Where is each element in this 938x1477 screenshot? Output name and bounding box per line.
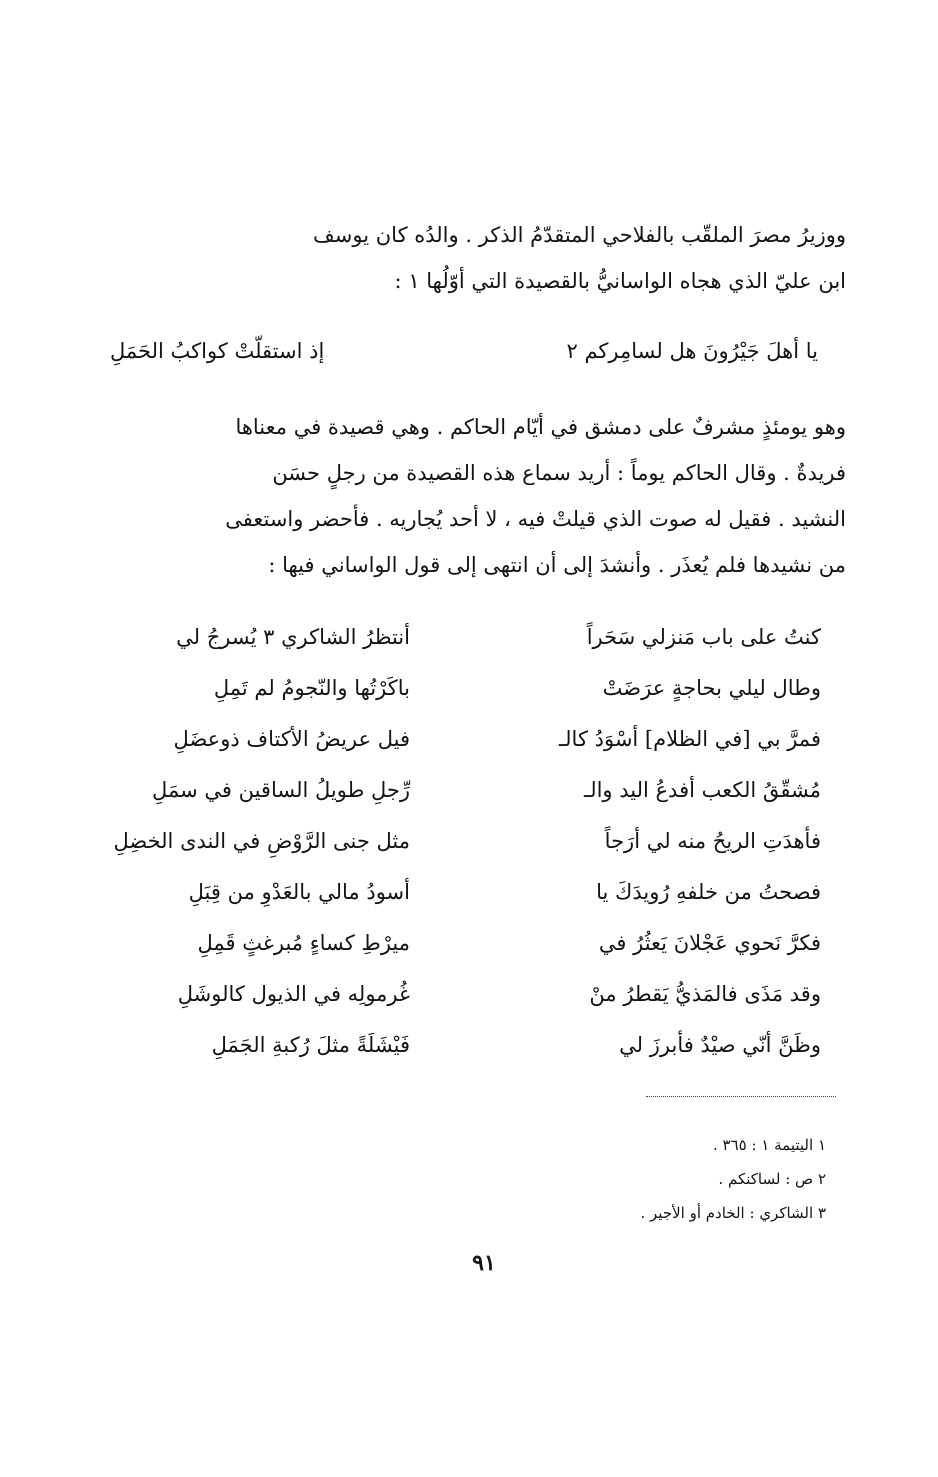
intro-line: ابن عليّ الذي هجاه الواسانيُّ بالقصيدة التي أوّلُها ١ : <box>394 269 846 293</box>
poem-verse <box>110 714 846 765</box>
footnote: ٢ ص : لساكنكم . <box>718 1170 826 1188</box>
body-line: فريدةٌ . وقال الحاكم يوماً : أريد سماع هذه القصيدة من رجلٍ حسَن <box>272 461 846 485</box>
body-line: وهو يومئذٍ مشرفٌ على دمشق في أيّام الحاكم . وهي قصيدة في معناها <box>235 415 846 439</box>
poem-verse <box>110 816 846 867</box>
poem-second-hemistich: ميرْطِ كساءٍ مُبرغثٍ قَمِلِ <box>197 931 410 955</box>
poem-first-hemistich: كنتُ على باب مَنزلي سَحَراً <box>586 625 821 649</box>
page-number: ٩١ <box>472 1250 496 1276</box>
poem-second-hemistich: رِّجلِ طويلُ الساقين في سمَلِ <box>152 778 410 802</box>
poem-first-hemistich: وقد مَذَى فالمَذيُّ يَقطرُ منْ <box>589 982 821 1006</box>
poem-second-hemistich: مثل جنى الرَّوْضِ في الندى الخضِلِ <box>113 829 410 853</box>
opening-verse-first-hemistich: يا أهلَ جَيْرُونَ هل لسامِركم ٢ <box>566 339 818 363</box>
body-line: النشيد . فقيل له صوت الذي قيلتْ فيه ، لا أحد يُجاريه . فأحضر واستعفى <box>225 507 846 531</box>
poem-verse <box>110 918 846 969</box>
poem-first-hemistich: فصحتُ من خلفهِ رُويدَكَ يا <box>596 880 821 904</box>
poem-verse <box>110 969 846 1020</box>
poem-verse <box>110 1020 846 1071</box>
poem-second-hemistich: فَيْشَلَةً مثلَ رُكبةِ الجَمَلِ <box>211 1033 410 1057</box>
body-line: من نشيدها فلم يُعذَر . وأنشدَ إلى أن انتهى إلى قول الواساني فيها : <box>268 553 846 577</box>
poem-first-hemistich: مُشقّقُ الكعب أفدعُ اليد والـ <box>584 778 821 802</box>
opening-verse-second-hemistich: إذ استقلّتْ كواكبُ الحَمَلِ <box>110 339 325 363</box>
intro-line: ووزيرُ مصرَ الملقّب بالفلاحي المتقدّمُ الذكر . والدُه كان يوسف <box>313 223 846 247</box>
poem-second-hemistich: فيل عريضُ الأكتاف ذوعضَلِ <box>173 727 410 751</box>
footnotes <box>426 1128 826 1230</box>
poem-verse <box>110 765 846 816</box>
poem-first-hemistich: وظَنَّ أنّي صيْدٌ فأبرزَ لي <box>619 1033 821 1057</box>
poem-second-hemistich: غُرمولِه في الذيول كالوشَلِ <box>177 982 410 1006</box>
poem-second-hemistich: أنتظرُ الشاكري ٣ يُسرجُ لي <box>176 625 410 649</box>
footnote: ١ اليتيمة ١ : ٣٦٥ . <box>712 1136 826 1154</box>
poem-verse <box>110 663 846 714</box>
poem <box>110 612 846 1071</box>
poem-verse <box>110 612 846 663</box>
poem-second-hemistich: أسودُ مالي بالعَدْوِ من قِبَلِ <box>188 880 410 904</box>
poem-second-hemistich: باكَرْتُها والنّجومُ لم تَمِلِ <box>213 676 410 700</box>
intro-paragraph <box>110 212 846 304</box>
footnote-divider <box>646 1096 836 1097</box>
body-paragraph <box>110 404 846 588</box>
poem-first-hemistich: فأهدَتِ الريحُ منه لي أرَجاً <box>604 829 821 853</box>
poem-first-hemistich: وطال ليلي بحاجةٍ عرَضَتْ <box>602 676 821 700</box>
opening-verse <box>110 328 846 374</box>
poem-first-hemistich: فكرَّ نَحوي عَجْلانَ يَعثُرُ في <box>598 931 821 955</box>
poem-first-hemistich: فمرَّ بي [في الظلام] أسْوَدُ كالـ <box>559 727 821 751</box>
poem-verse <box>110 867 846 918</box>
footnote: ٣ الشاكري : الخادم أو الأجير . <box>640 1204 826 1222</box>
